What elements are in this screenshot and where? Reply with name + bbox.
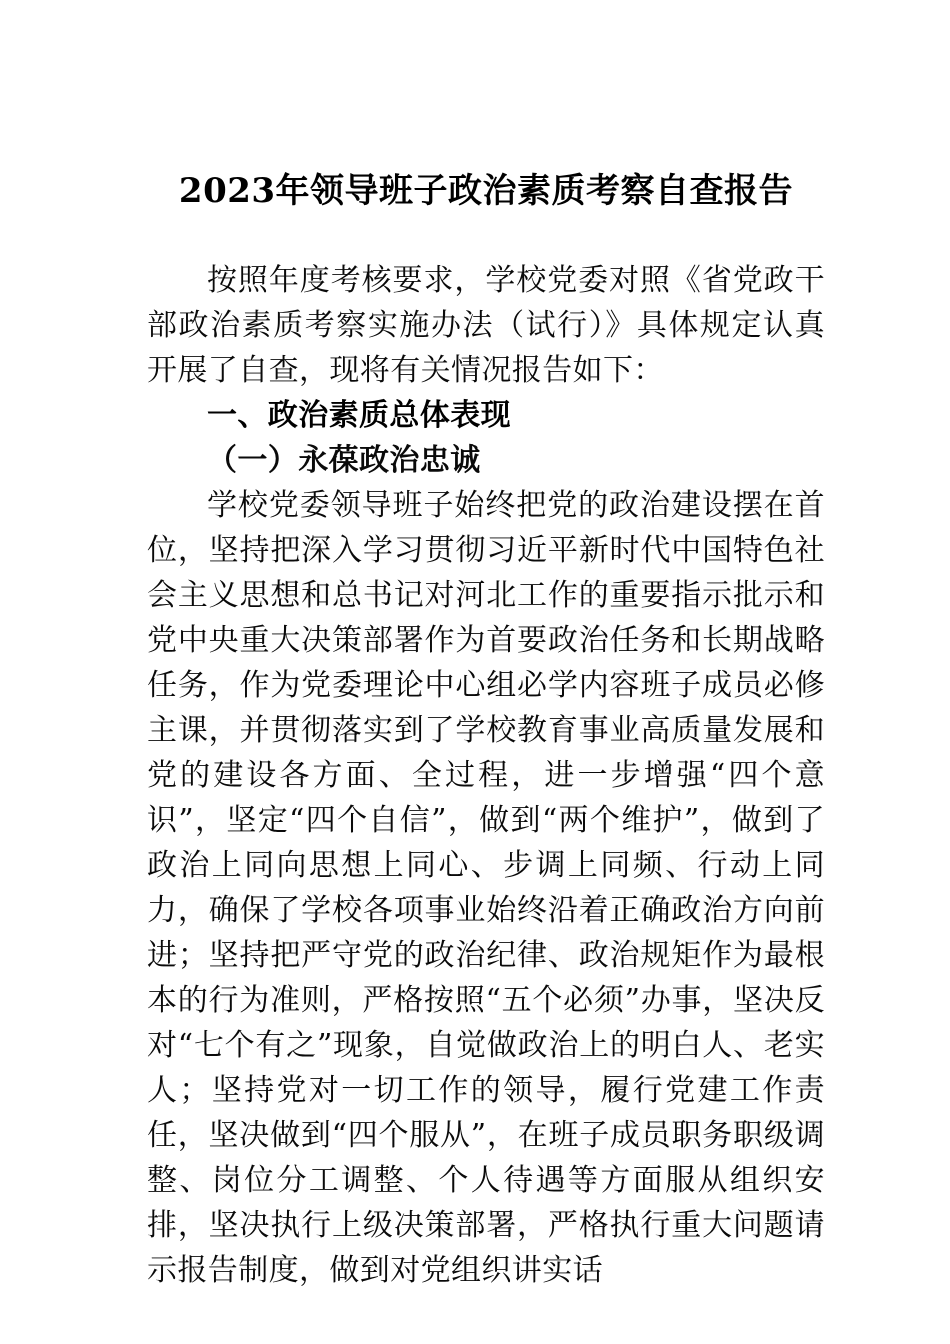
section-heading-1: 一、政治素质总体表现: [207, 398, 511, 433]
subsection-heading-1-1: （一）永葆政治忠诚: [207, 443, 481, 478]
intro-paragraph: 按照年度考核要求，学校党委对照《省党政干部政治素质考察实施办法（试行）》具体规定认真开展了自查，现将有关情况报告如下：: [147, 263, 825, 388]
page-bottom-whitespace: [147, 1293, 825, 1344]
document-title: 2023年领导班子政治素质考察自查报告: [178, 171, 794, 211]
page-content-column: [147, 0, 825, 1344]
subsection-body-paragraph: 学校党委领导班子始终把党的政治建设摆在首位，坚持把深入学习贯彻习近平新时代中国特色社会主义思想和总书记对河北工作的重要指示批示和党中央重大决策部署作为首要政治任务和长期战略任务，作为党委理论中心组必学内容班子成员必修主课，并贯彻落实到了学校教育事业高质量发展和党的建设各方面、全过程，进一步增强“四个意识”，坚定“四个自信”，做到“两个维护”，做到了政治上同向思想上同心、步调上同频、行动上同力，确保了学校各项事业始终沿着正确政治方向前进；坚持把严守党的政治纪律、政治规矩作为最根本的行为准则，严格按照“五个必须”办事，坚决反对“七个有之”现象，自觉做政治上的明白人、老实人；坚持党对一切工作的领导，履行党建工作责任，坚决做到“四个服从”，在班子成员职务职级调整、岗位分工调整、个人待遇等方面服从组织安排，坚决执行上级决策部署，严格执行重大问题请示报告制度，做到对党组织讲实话: [147, 488, 825, 1288]
